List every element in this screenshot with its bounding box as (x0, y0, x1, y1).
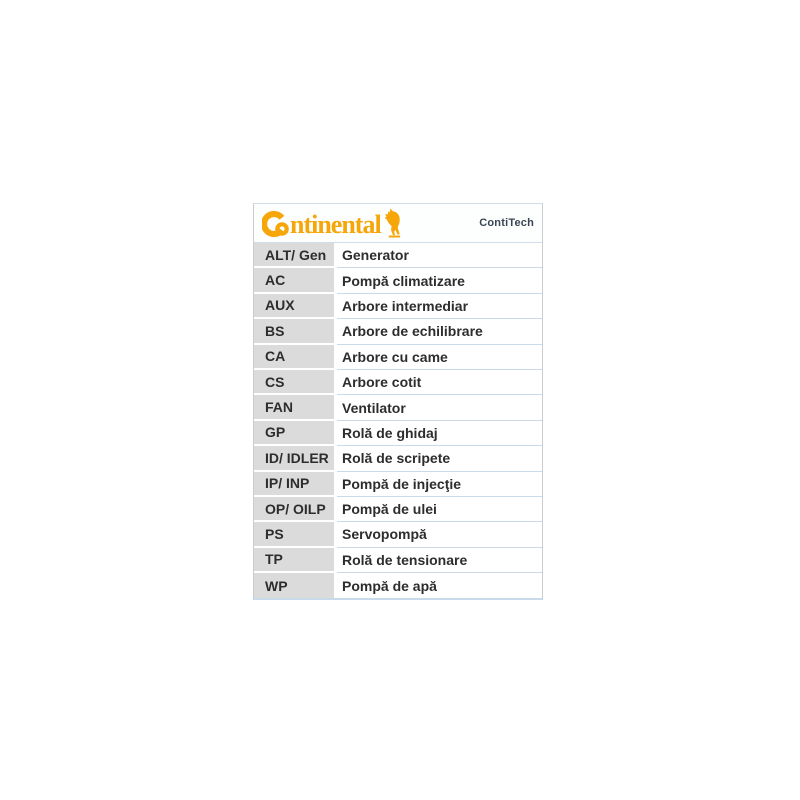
brand-header (254, 204, 542, 243)
abbrev-cell: ALT/ Gen (254, 243, 334, 268)
description-cell: Pompă de injecţie (337, 472, 542, 497)
table-row (254, 370, 542, 395)
description-cell: Ventilator (337, 395, 542, 420)
description-cell: Pompă de apă (342, 577, 437, 594)
table-row (254, 472, 542, 497)
abbrev-cell: TP (254, 548, 334, 573)
table-row (254, 268, 542, 293)
description-cell: Pompă de ulei (337, 497, 542, 522)
description-cell: Generator (337, 243, 542, 268)
abbrev-cell: OP/ OILP (254, 497, 334, 522)
contitech-abbreviation-table (253, 203, 543, 600)
description-cell: Servopompă (337, 522, 542, 547)
abbrev-cell: AC (254, 268, 334, 293)
table-row (254, 395, 542, 420)
abbrev-cell: ID/ IDLER (254, 446, 334, 471)
table-row (254, 243, 542, 268)
abbrev-cell: FAN (254, 395, 334, 420)
rearing-horse-icon (384, 208, 403, 238)
abbrev-cell: PS (254, 522, 334, 547)
table-row (254, 345, 542, 370)
table-row (254, 497, 542, 522)
contitech-label: ContiTech (479, 217, 534, 229)
abbrev-cell: AUX (254, 294, 334, 319)
description-cell: Pompă climatizare (337, 268, 542, 293)
table-row (254, 446, 542, 471)
abbrev-cell: BS (254, 319, 334, 344)
description-cell: Arbore cotit (337, 370, 542, 395)
description-cell: Arbore cu came (337, 345, 542, 370)
table-row (254, 294, 542, 319)
description-cell: Rolă de ghidaj (337, 421, 542, 446)
continental-logo (262, 208, 403, 238)
table-row (254, 319, 542, 344)
table-row (254, 573, 542, 598)
legend-rows (254, 243, 542, 598)
abbrev-cell: WP (254, 573, 334, 598)
abbrev-cell: CS (254, 370, 334, 395)
continental-c-o-monogram-icon (262, 210, 290, 238)
description-cell: Arbore intermediar (337, 294, 542, 319)
description-cell: Arbore de echilibrare (337, 319, 542, 344)
brand-wordmark-text: ntinental (290, 210, 381, 239)
table-row (254, 522, 542, 547)
description-cell: Rolă de scripete (337, 446, 542, 471)
description-cell: Rolă de tensionare (337, 548, 542, 573)
table-row (254, 421, 542, 446)
abbrev-cell: GP (254, 421, 334, 446)
abbrev-cell: IP/ INP (254, 472, 334, 497)
table-row (254, 548, 542, 573)
abbrev-cell: CA (254, 345, 334, 370)
